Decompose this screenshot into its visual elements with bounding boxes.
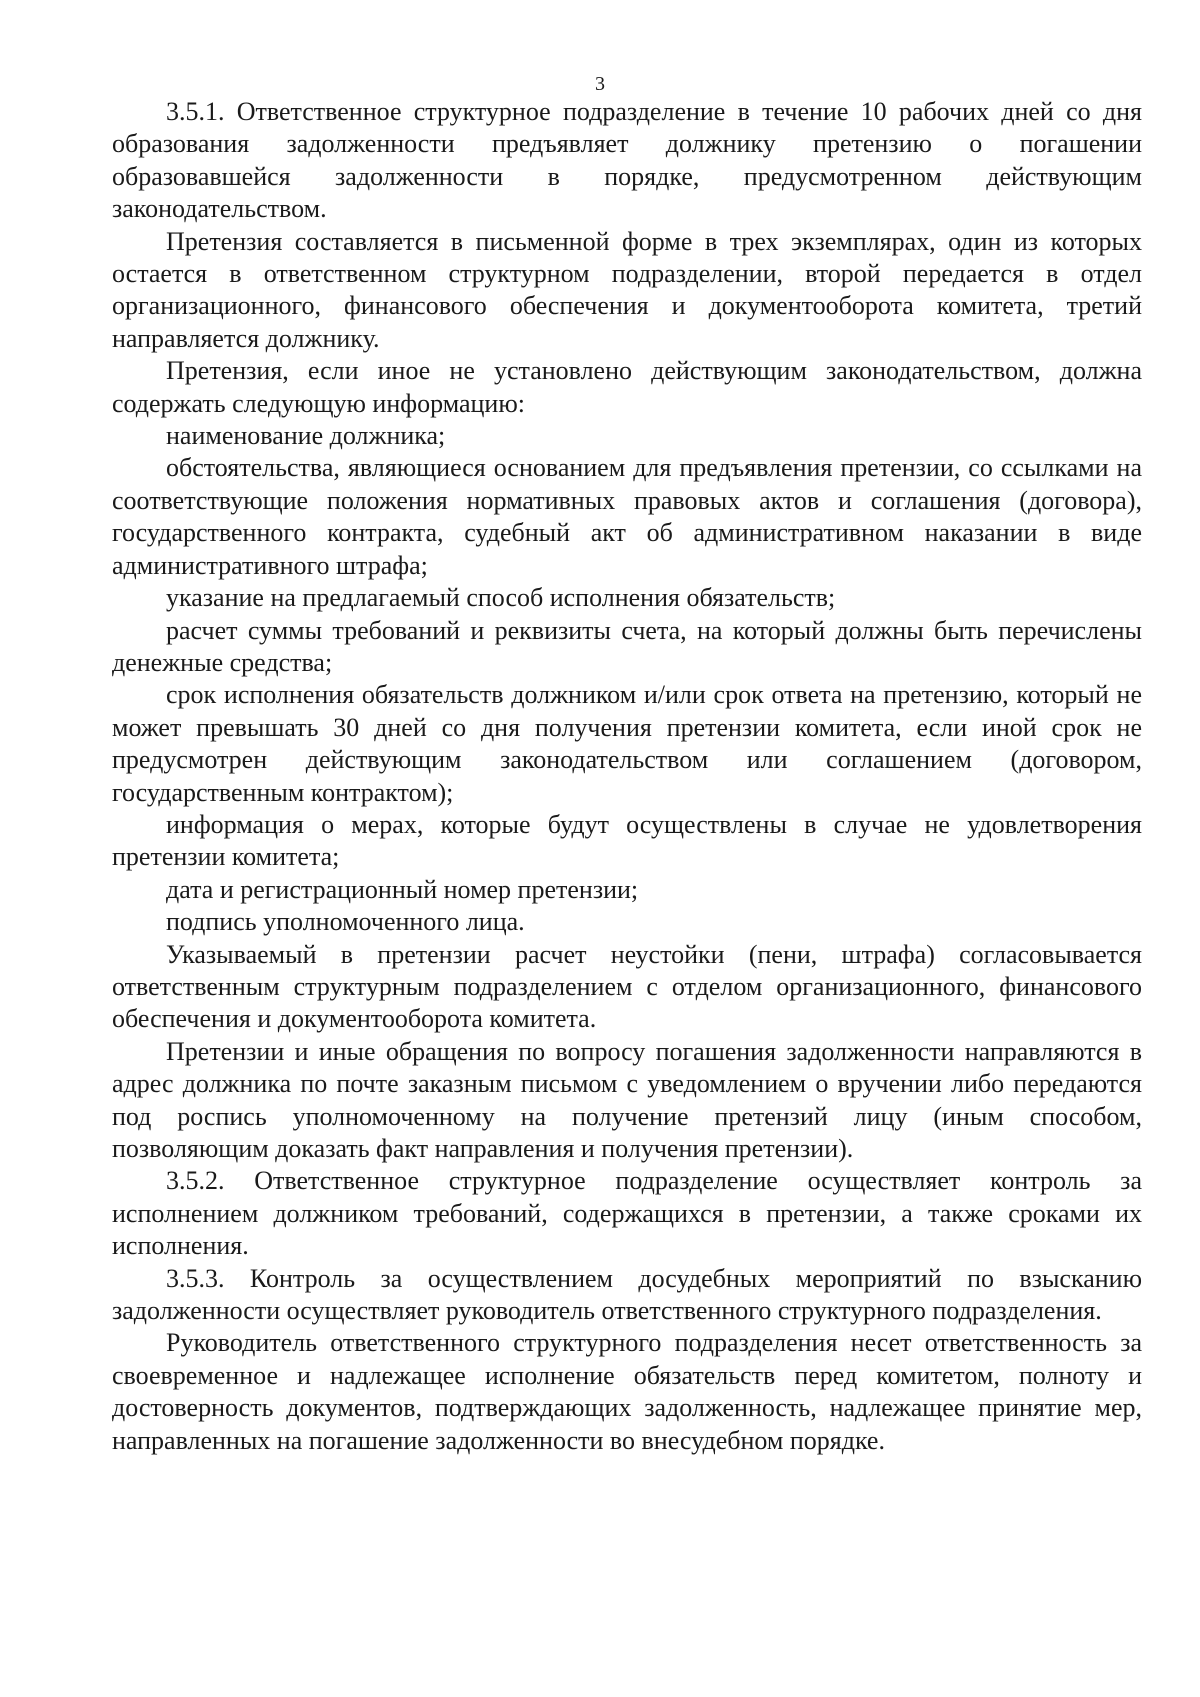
list-item-debtor-name: наименование должника; [166,421,446,451]
document-body [112,96,1142,1457]
paragraph-claim-delivery: Претензии и иные обращения по вопросу погашения задолженности направляются в адрес должника по почте заказным письмом с уведомлением о вручении либо передаются под роспись уполномоченному на получение претензий лицу (иным способом, позволяющим доказать факт направления и получения претензии). [112,1036,1142,1163]
list-item-date-number: дата и регистрационный номер претензии; [166,874,639,904]
paragraph-penalty-calculation: Указываемый в претензии расчет неустойки (пени, штрафа) согласовывается ответственным структурным подразделением с отделом организационного, финансового обеспечения и документооборота комитета. [112,939,1142,1034]
paragraph-3-5-3: 3.5.3. Контроль за осуществлением досудебных мероприятий по взысканию задолженности осуществляет руководитель ответственного структурного подразделения. [112,1263,1142,1326]
list-item-circumstances: обстоятельства, являющиеся основанием для предъявления претензии, со ссылками на соответствующие положения нормативных правовых актов и соглашения (договора), государственного контракта, судебный акт об административном наказании в виде административного штрафа; [112,453,1142,580]
paragraph-claim-copies: Претензия составляется в письменной форме в трех экземплярах, один из которых остается в ответственном структурном подразделении, второй передается в отдел организационного, финансового обеспечения и документооборота комитета, третий направляется должнику. [112,226,1142,353]
page-number: 3 [595,73,605,95]
paragraph-head-responsibility: Руководитель ответственного структурного подразделения несет ответственность за своевременное и надлежащее исполнение обязательств перед комитетом, полноту и достоверность документов, подтверждающих задолженность, надлежащее принятие мер, направленных на погашение задолженности во внесудебном порядке. [112,1328,1142,1455]
paragraph-3-5-2: 3.5.2. Ответственное структурное подразделение осуществляет контроль за исполнением должником требований, содержащихся в претензии, а также сроками их исполнения. [112,1166,1142,1261]
list-item-claim-calculation: расчет суммы требований и реквизиты счета, на который должны быть перечислены денежные средства; [112,615,1142,677]
list-item-deadline: срок исполнения обязательств должником и/или срок ответа на претензию, который не может превышать 30 дней со дня получения претензии комитета, если иной срок не предусмотрен действующим законодательством или соглашением (договором, государственным контрактом); [112,680,1142,807]
list-item-measures-info: информация о мерах, которые будут осуществлены в случае не удовлетворения претензии комитета; [112,809,1142,872]
list-item-signature: подпись уполномоченного лица. [166,907,525,937]
list-item-execution-method: указание на предлагаемый способ исполнения обязательств; [166,583,836,613]
paragraph-3-5-1: 3.5.1. Ответственное структурное подразделение в течение 10 рабочих дней со дня образования задолженности предъявляет должнику претензию о погашении образовавшейся задолженности в порядке, предусмотренном действующим законодательством. [112,97,1142,224]
paragraph-claim-content-intro: Претензия, если иное не установлено действующим законодательством, должна содержать следующую информацию: [112,356,1142,418]
